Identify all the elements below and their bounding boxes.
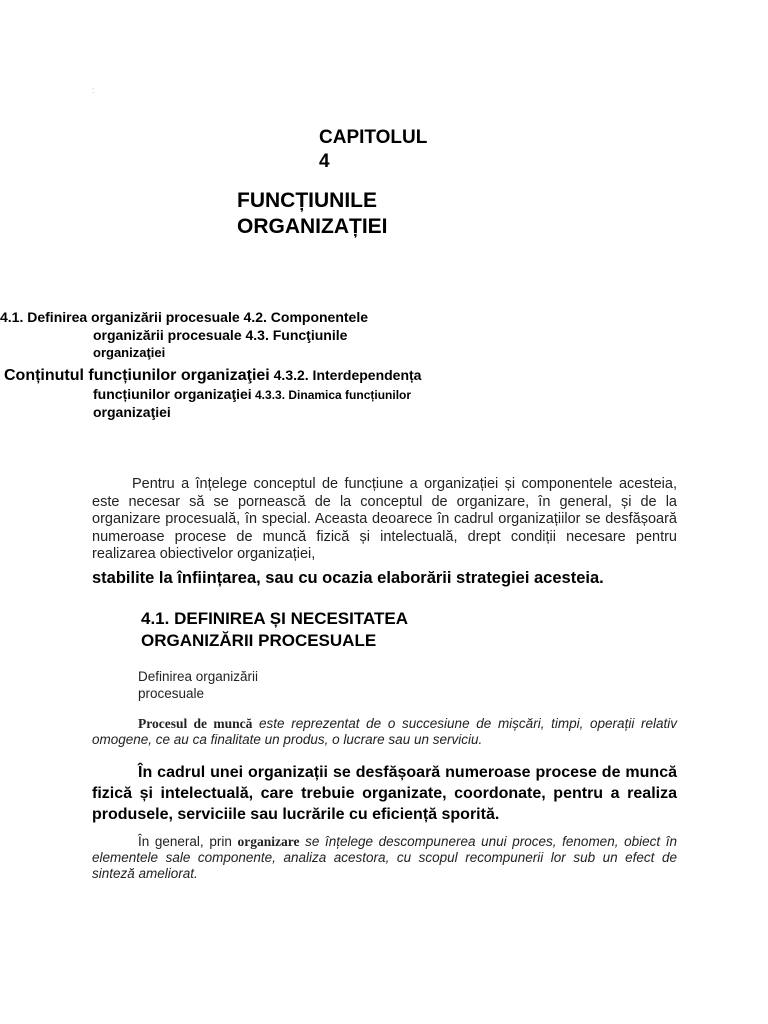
- subsection-heading: [138, 668, 258, 702]
- chapter-label: CAPITOLUL: [319, 127, 428, 148]
- toc-line-4-main: Conținutul funcțiunilor organizaţiei: [4, 367, 270, 384]
- subsection-line1: Definirea organizării: [138, 669, 259, 684]
- intro-text: Pentru a înțelege conceptul de funcțiune a organizației și componentele acesteia, este necesar să se pornească de la conceptul de organizare, în general, și de la organizare procesuală, în special. Aceasta deoarece în cadrul organizațiilor se desfășoară numeroase procese de muncă fizică și intelectuală, drept condiții necesare pentru realizarea obiectivelor organizației,: [92, 476, 677, 562]
- toc-line-4-rest: 4.3.2. Interdependența: [269, 367, 422, 383]
- chapter-title-line2: ORGANIZAȚIEI: [237, 215, 388, 238]
- process-text: În cadrul unei organizații se desfășoară numeroase procese de muncă fizică și intelectuală, care trebuie organizate, coordonate, pentru a realiza produsele, serviciile sau lucrările cu eficiență sporită.: [92, 764, 677, 823]
- section-heading: [141, 608, 408, 652]
- chapter-title: [237, 188, 388, 240]
- subsection-line2: procesuale: [138, 686, 205, 701]
- chapter-number: 4: [319, 151, 330, 172]
- organization-term: organizare: [237, 834, 300, 849]
- toc-line-6: organizaţiei: [93, 404, 171, 420]
- intro-paragraph: [92, 476, 677, 564]
- chapter-heading: [319, 126, 427, 174]
- section-heading-line2: ORGANIZĂRII PROCESUALE: [141, 631, 377, 650]
- organization-start: În general, prin: [138, 834, 238, 849]
- process-paragraph: [92, 762, 677, 825]
- toc-line-5: [93, 385, 411, 404]
- definition-term: Procesul de muncă: [138, 716, 253, 731]
- toc-line-2: organizării procesuale 4.3. Funcţiunile: [93, 327, 348, 343]
- toc-line-5-rest: 4.3.3. Dinamica funcțiunilor: [251, 388, 412, 402]
- chapter-title-line1: FUNCȚIUNILE: [237, 189, 377, 212]
- organization-paragraph: [92, 834, 677, 882]
- toc-line-3: organizaţiei: [93, 345, 166, 360]
- toc-line-1: 4.1. Definirea organizării procesuale 4.2. Componentele: [0, 309, 369, 325]
- organization-text: se înțelege descompunerea unui proces, fenomen, obiect în elementele sale componente, analiza acestora, cu scopul recompunerii lor sub un efect de sinteză ameliorat.: [92, 834, 678, 881]
- section-heading-line1: 4.1. DEFINIREA ȘI NECESITATEA: [141, 609, 409, 628]
- toc-line-4: [4, 366, 421, 385]
- intro-bold-line: stabilite la înființarea, sau cu ocazia elaborării strategiei acesteia.: [92, 569, 604, 587]
- stray-mark: :: [92, 86, 95, 95]
- definition-paragraph: [92, 716, 677, 748]
- definition-text: este reprezentat de o succesiune de mișcări, timpi, operații relativ omogene, ce au ca finalitate un produs, o lucrare sau un serviciu.: [92, 716, 677, 747]
- toc-line-5-main: funcțiunilor organizaţiei: [93, 386, 252, 402]
